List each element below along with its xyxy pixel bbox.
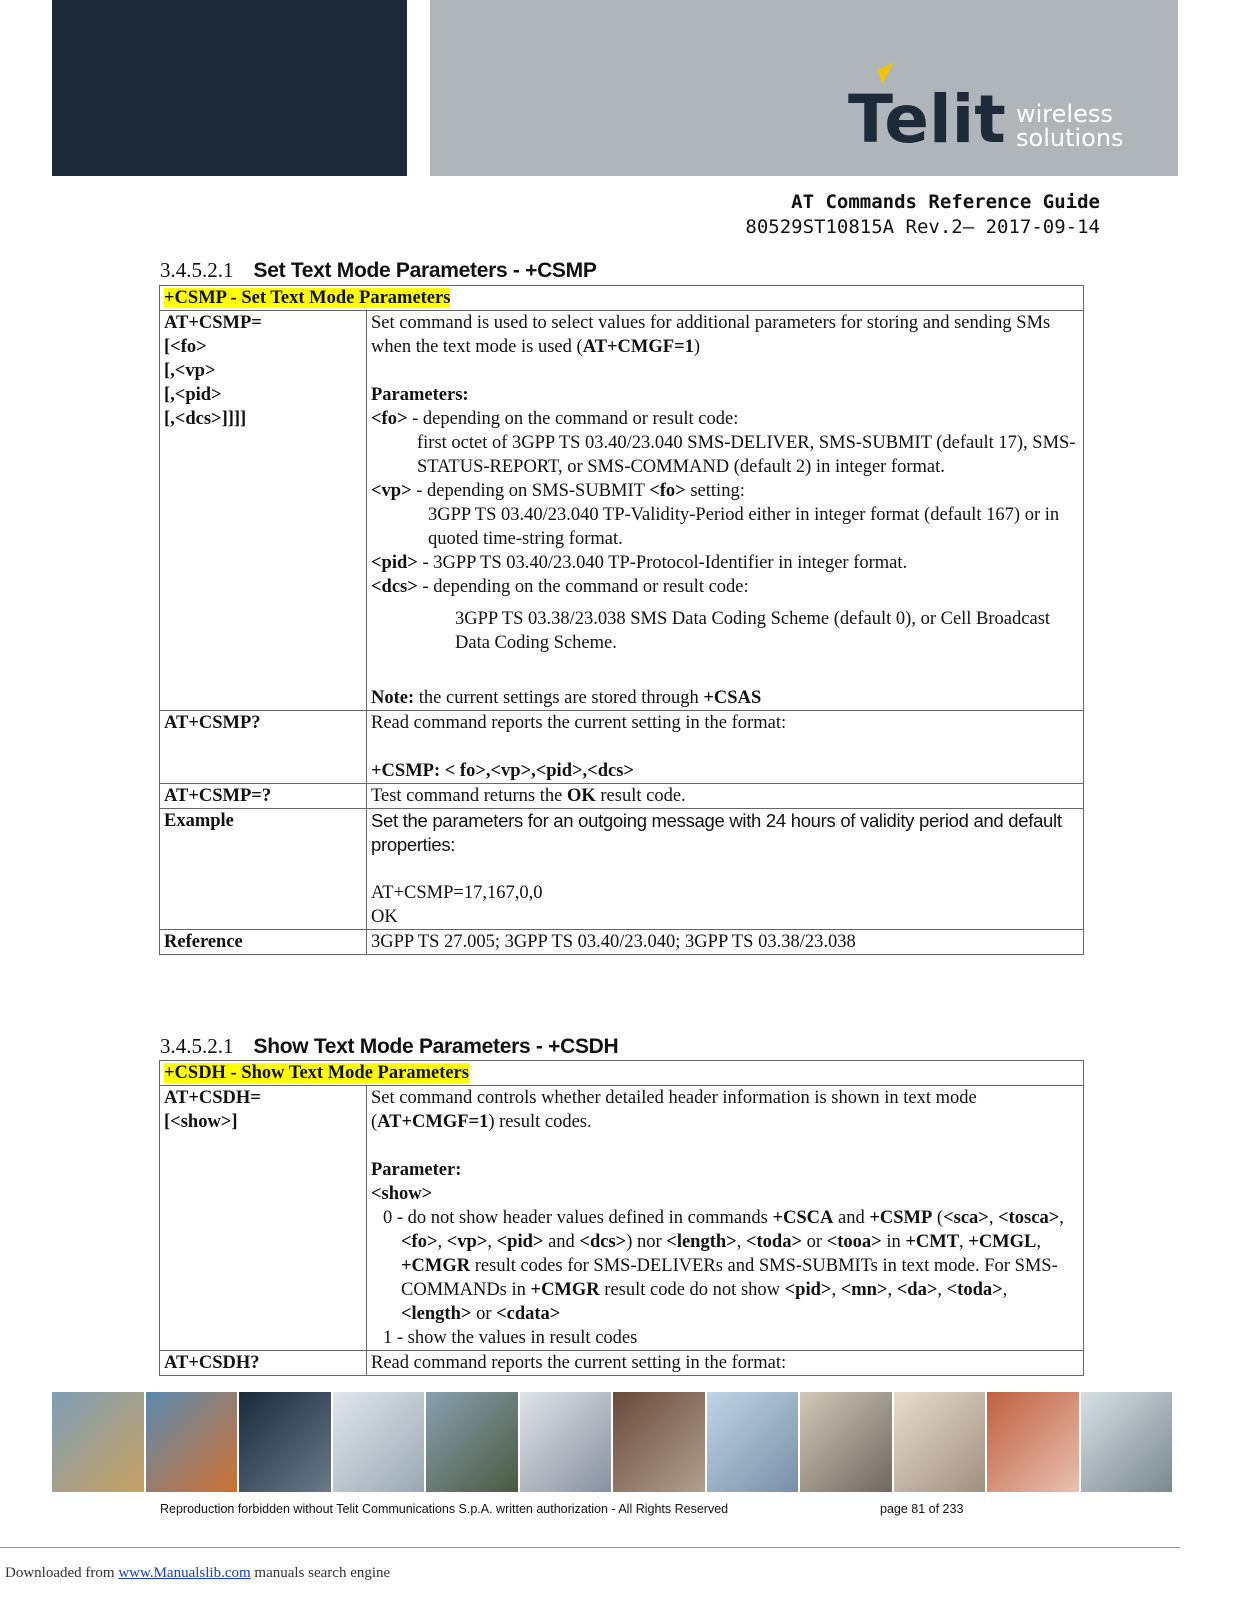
footer-photo [333, 1392, 425, 1492]
table-row [160, 784, 1084, 809]
section-title: Show Text Mode Parameters - +CSDH [253, 1035, 619, 1058]
csdh-command-table [159, 1060, 1084, 1376]
footer-photo [146, 1392, 238, 1492]
table-row [160, 286, 1084, 311]
test-command: AT+CSMP=? [160, 784, 367, 809]
logo-tagline-2: solutions [1016, 124, 1124, 152]
page-number: page 81 of 233 [880, 1502, 964, 1516]
read-command: AT+CSMP? [160, 711, 367, 784]
table-row [160, 711, 1084, 784]
table-row [160, 311, 1084, 711]
show-option-1: 1 - show the values in result codes [383, 1328, 638, 1348]
section-heading-csmp [160, 258, 597, 283]
guide-title: AT Commands Reference Guide [791, 191, 1100, 213]
param-dcs-detail: 3GPP TS 03.38/23.038 SMS Data Coding Scheme (default 0), or Cell Broadcast Data Coding Scheme. [455, 609, 1051, 653]
section-number: 3.4.5.2.1 [160, 1034, 234, 1058]
param-dcs: <dcs> - depending on the command or result code: [371, 577, 749, 597]
reference-text: 3GPP TS 27.005; 3GPP TS 03.40/23.040; 3GPP TS 03.38/23.038 [367, 930, 1084, 955]
set-command-syntax: AT+CSDH= [<show>] [160, 1086, 367, 1351]
footer-photo [800, 1392, 892, 1492]
table-row [160, 1061, 1084, 1086]
show-option-0: 0 - do not show header values defined in commands +CSCA and +CSMP (<sca>, <tosca>, <fo>, <vp>, <pid> and <dcs>) nor <length>, <toda> or <tooa> in +CMT, +CMGL, +CMGR result codes for SMS-DELIVERs and SMS-SUBMITs in text mode. For SMS-COMMANDs in +CMGR result code do not show <pid>, <mn>, <da>, <toda>, <length> or <cdata> [383, 1208, 1064, 1324]
header-dark-band [52, 0, 407, 176]
document-title-block [745, 190, 1100, 240]
note: Note: the current settings are stored through +CSAS [371, 688, 762, 708]
example-result: OK [371, 907, 398, 927]
footer-photo [894, 1392, 986, 1492]
parameters-label: Parameters: [371, 385, 469, 405]
footer-photo [1081, 1392, 1173, 1492]
section-number: 3.4.5.2.1 [160, 258, 234, 282]
section-title: Set Text Mode Parameters - +CSMP [253, 259, 597, 282]
parameter-label: Parameter: [371, 1160, 462, 1180]
footer-photo [987, 1392, 1079, 1492]
example-description: Set the parameters for an outgoing message with 24 hours of validity period and default properties: AT+CSMP=17,167,0,0 OK [367, 809, 1084, 930]
param-vp: <vp> - depending on SMS-SUBMIT <fo> setting: [371, 481, 745, 501]
param-vp-detail: 3GPP TS 03.40/23.040 TP-Validity-Period either in integer format (default 167) or in quoted time-string format. [428, 505, 1060, 549]
csmp-command-table [159, 285, 1084, 955]
document-id: 80529ST10815A Rev.2– 2017-09-14 [745, 216, 1100, 238]
table-row [160, 1351, 1084, 1376]
param-pid: <pid> - 3GPP TS 03.40/23.040 TP-Protocol-Identifier in integer format. [371, 553, 908, 573]
reference-label: Reference [160, 930, 367, 955]
table-row [160, 1086, 1084, 1351]
logo-tagline-1: wireless [1016, 100, 1113, 128]
manualslib-link[interactable]: www.Manualslib.com [118, 1565, 251, 1581]
footer-photo [520, 1392, 612, 1492]
param-fo: <fo> - depending on the command or result code: [371, 409, 739, 429]
footer-photo-strip [52, 1392, 1172, 1492]
footer-photo [707, 1392, 799, 1492]
table-row [160, 809, 1084, 930]
example-command: AT+CSMP=17,167,0,0 [371, 883, 543, 903]
reproduction-notice: Reproduction forbidden without Telit Communications S.p.A. written authorization - All Rights Reserved [160, 1502, 729, 1516]
telit-logo [848, 62, 1148, 152]
param-show: <show> [371, 1184, 433, 1204]
footer-photo [613, 1392, 705, 1492]
example-label: Example [160, 809, 367, 930]
read-command-description: Read command reports the current setting in the format: [367, 1351, 1084, 1376]
set-command-description: Set command is used to select values for additional parameters for storing and sending SMs when the text mode is used (AT+CMGF=1) Parameters: <fo> - depending on the command or result code: first octet of 3GPP TS 03.40/23.040 SMS-DELIVER, SMS-SUBMIT (default 17), SMS-STATUS-REPORT, or SMS-COMMAND (default 2) in integer format. <vp> - depending on SMS-SUBMIT <fo> setting: 3GPP TS 03.40/23.040 TP-Validity-Period either in integer format (default 167) or in quoted time-string format. <pid> - 3GPP TS 03.40/23.040 TP-Protocol-Identifier in integer format. <dcs> - depending on the command or result code: 3GPP TS 03.38/23.038 SMS Data Coding Scheme (default 0), or Cell Broadcast Data Coding Scheme. Note: the current settings are stored through +CSAS [367, 311, 1084, 711]
table-row [160, 930, 1084, 955]
table-banner: +CSMP - Set Text Mode Parameters [164, 288, 451, 308]
footer-photo [52, 1392, 144, 1492]
table-banner: +CSDH - Show Text Mode Parameters [164, 1063, 469, 1083]
set-command-syntax: AT+CSMP= [<fo> [,<vp> [,<pid> [,<dcs>]]]] [160, 311, 367, 711]
footer-divider [0, 1547, 1180, 1548]
read-command-description: Read command reports the current setting in the format: +CSMP: < fo>,<vp>,<pid>,<dcs> [367, 711, 1084, 784]
param-fo-detail: first octet of 3GPP TS 03.40/23.040 SMS-DELIVER, SMS-SUBMIT (default 17), SMS-STATUS-REPORT, or SMS-COMMAND (default 2) in integer format. [417, 433, 1076, 477]
logo-word: Telit [848, 81, 1006, 152]
test-command-description: Test command returns the OK result code. [367, 784, 1084, 809]
footer-photo [239, 1392, 331, 1492]
download-notice: Downloaded from www.Manualslib.com manuals search engine [5, 1565, 391, 1581]
read-command: AT+CSDH? [160, 1351, 367, 1376]
set-command-description: Set command controls whether detailed header information is shown in text mode (AT+CMGF=1) result codes. Parameter: <show> 0 - do not show header values defined in commands +CSCA and +CSMP (<sca>, <tosca>, <fo>, <vp>, <pid> and <dcs>) nor <length>, <toda> or <tooa> in +CMT, +CMGL, +CMGR result codes for SMS-DELIVERs and SMS-SUBMITs in text mode. For SMS-COMMANDs in +CMGR result code do not show <pid>, <mn>, <da>, <toda>, <length> or <cdata> 1 - show the values in result codes [367, 1086, 1084, 1351]
section-heading-csdh [160, 1034, 618, 1059]
footer-photo [426, 1392, 518, 1492]
